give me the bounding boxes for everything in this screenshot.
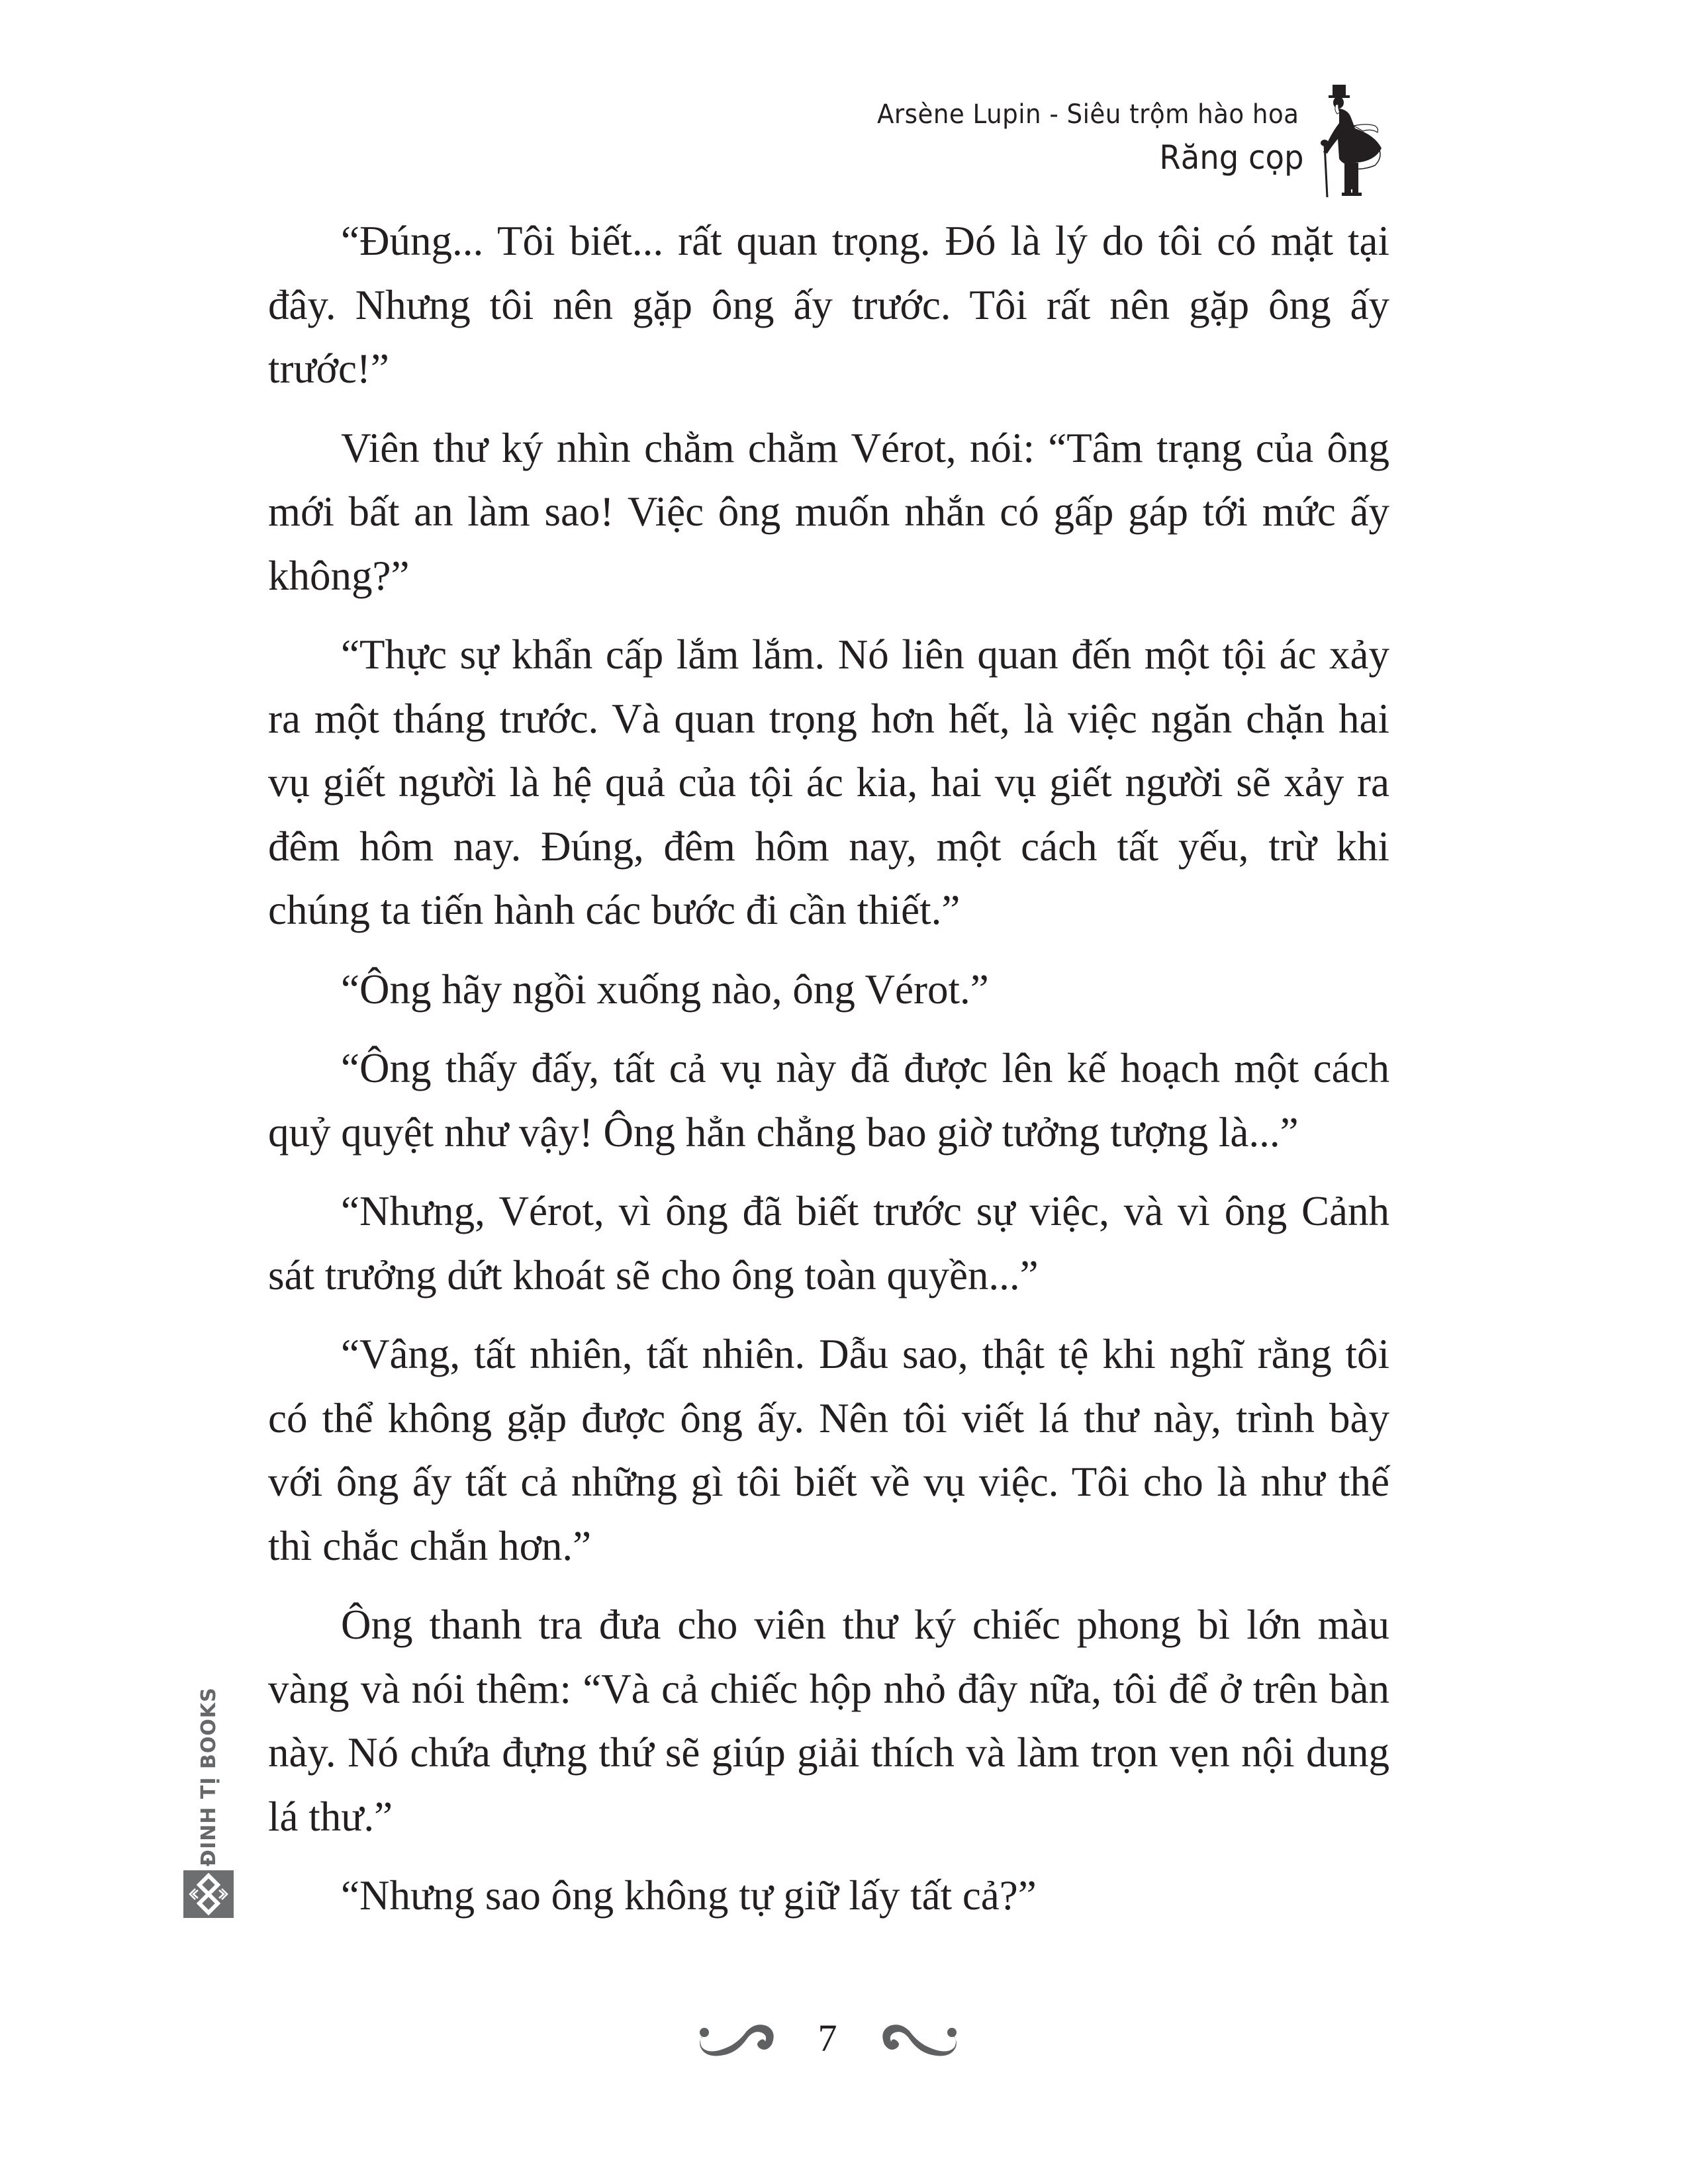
- paragraph: “Ông thấy đấy, tất cả vụ này đã được lên kế hoạch một cách quỷ quyệt như vậy! Ông hẳn chẳng bao giờ tưởng tượng là...”: [268, 1045, 1389, 1156]
- running-header-series-title: Arsène Lupin - Siêu trộm hào hoa: [876, 99, 1299, 130]
- paragraph: “Nhưng sao ông không tự giữ lấy tất cả?”: [341, 1872, 1037, 1919]
- scroll-flourish-icon: [694, 2021, 776, 2056]
- paragraph: “Vâng, tất nhiên, tất nhiên. Dẫu sao, thật tệ khi nghĩ rằng tôi có thể không gặp được ông ấy. Nên tôi viết lá thư này, trình bày với ông ấy tất cả những gì tôi biết về vụ việc. Tôi cho là như thế thì chắc chắn hơn.”: [268, 1331, 1389, 1569]
- gentleman-top-hat-cane-silhouette-icon: [1314, 85, 1390, 197]
- interlocking-diamonds-logo-icon: [183, 1870, 234, 1918]
- publisher-name: ĐINH TỊ BOOKS: [197, 1687, 220, 1866]
- paragraph: “Nhưng, Vérot, vì ông đã biết trước sự việc, và vì ông Cảnh sát trưởng dứt khoát sẽ cho ông toàn quyền...”: [268, 1188, 1389, 1298]
- paragraph: “Ông hãy ngồi xuống nào, ông Vérot.”: [341, 966, 989, 1013]
- body-text: [268, 209, 1389, 1928]
- page-footer: [0, 2015, 1688, 2062]
- paragraph: “Đúng... Tôi biết... rất quan trọng. Đó là lý do tôi có mặt tại đây. Nhưng tôi nên gặp ông ấy trước. Tôi rất nên gặp ông ấy trước!”: [268, 218, 1389, 392]
- paragraph: Viên thư ký nhìn chằm chằm Vérot, nói: “Tâm trạng của ông mới bất an làm sao! Việc ông muốn nhắn có gấp gáp tới mức ấy không?”: [268, 424, 1389, 599]
- paragraph: “Thực sự khẩn cấp lắm lắm. Nó liên quan đến một tội ác xảy ra một tháng trước. Và quan trọng hơn hết, là việc ngăn chặn hai vụ giết người là hệ quả của tội ác kia, hai vụ giết người sẽ xảy ra đêm hôm nay. Đúng, đêm hôm nay, một cách tất yếu, trừ khi chúng ta tiến hành các bước đi cần thiết.”: [268, 631, 1389, 933]
- running-header-book-title: Răng cọp: [1159, 138, 1304, 177]
- scroll-flourish-icon: [880, 2021, 962, 2056]
- page-number: 7: [818, 2017, 837, 2060]
- publisher-mark: [181, 1687, 237, 1919]
- paragraph: Ông thanh tra đưa cho viên thư ký chiếc phong bì lớn màu vàng và nói thêm: “Và cả chiếc hộp nhỏ đây nữa, tôi để ở trên bàn này. Nó chứa đựng thứ sẽ giúp giải thích và làm trọn vẹn nội dung lá thư.”: [268, 1602, 1389, 1840]
